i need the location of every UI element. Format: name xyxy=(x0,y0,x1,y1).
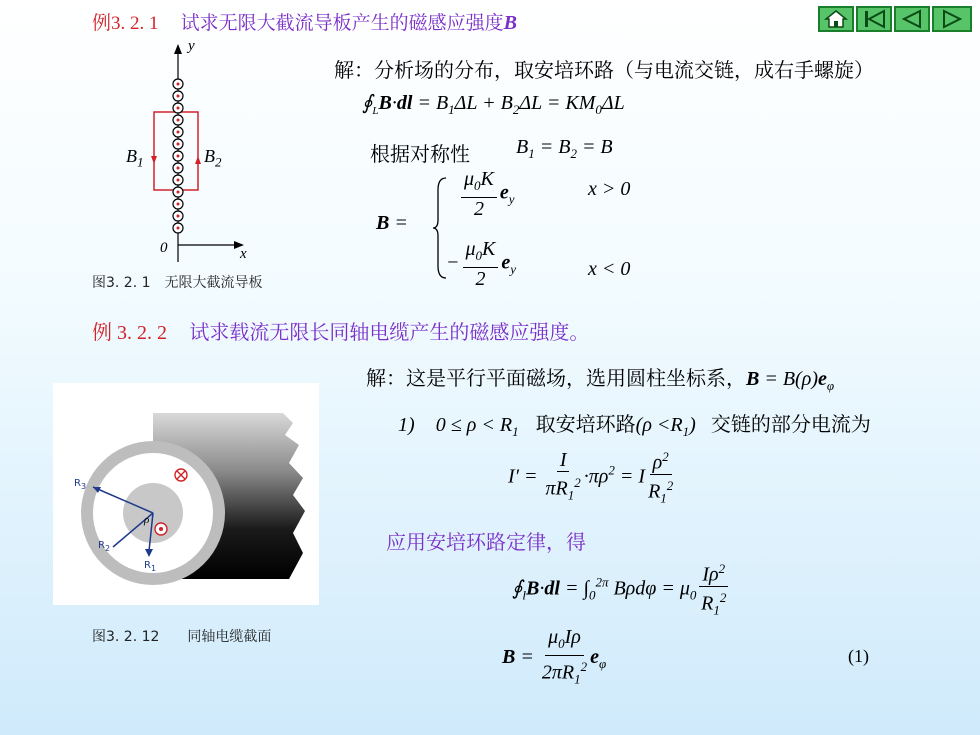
b-field-result: B = $\frac{\mu_0I\rho}{2\pi R_1^2}$ $e_\varphi$ xyxy=(502,626,607,687)
example-3-2-1-title xyxy=(92,8,517,35)
equation-number: (1) xyxy=(848,646,869,666)
symmetry-label: 根据对称性 xyxy=(370,142,470,166)
next-page-button[interactable] xyxy=(932,6,972,32)
ampere-integral-equation: $∮_lB\cdot dl = \int_0^{2\pi}$ $B\rho d\varphi = \mu_0$ $\frac{I\rho^2}{R_1^2}$ xyxy=(512,558,731,621)
symmetry-equation: $B_1 = B_2 = B$ xyxy=(516,136,613,161)
r1-label: $R_1$ xyxy=(144,560,157,573)
first-page-icon xyxy=(858,8,890,30)
example-number: 例3. 2. 1 xyxy=(92,13,159,34)
r3-label: $R_3$ xyxy=(74,478,87,491)
solution-1-intro: 解：分析场的分布，取安培环路（与电流交链，成右手螺旋） xyxy=(334,58,874,82)
condition-positive: x > 0 xyxy=(588,178,631,200)
solution-2-intro: 解：这是平行平面磁场，选用圆柱坐标系，$B = B(\rho)e_\varphi$ xyxy=(366,366,835,393)
r2-label: $R_2$ xyxy=(98,540,111,553)
partial-current-equation: I′ = $\frac{I}{\pi R_1^2}$ $\cdot\pi\rho^2 = I$ $\frac{\rho^2}{R_1^2}$ xyxy=(508,446,676,509)
b2-label: $B_2$ xyxy=(204,146,222,170)
ampere-loop-equation: $∮_LB\cdot dl = B_1\Delta L + B_2\Delta L = KM_0\Delta L$ xyxy=(362,92,625,117)
previous-page-button[interactable] xyxy=(894,6,930,32)
example-3-2-2-title xyxy=(92,316,589,345)
conducting-plate-figure xyxy=(100,40,260,270)
first-page-button[interactable] xyxy=(856,6,892,32)
example-number: 例 3. 2. 2 xyxy=(92,322,167,344)
condition-negative: x < 0 xyxy=(588,258,631,280)
x-axis-label: x xyxy=(240,246,247,262)
example-title-b: B xyxy=(503,12,517,34)
origin-label: 0 xyxy=(160,240,168,256)
apply-ampere-law: 应用安培环路定律，得 xyxy=(386,530,586,554)
coaxial-cable-figure xyxy=(53,383,319,605)
rho-label: ρ xyxy=(144,514,150,526)
case-1-line: 1) $0 \le \rho < R_1$ 取安培环路$(\rho <R_1)$ 交链的部分电流为 xyxy=(398,412,871,439)
figure-3-2-12-caption: 图3. 2. 12 同轴电缆截面 xyxy=(92,629,272,645)
piecewise-positive: $\frac{\mu_0K}{2}$ $e_y$ xyxy=(458,168,515,220)
y-axis-label: y xyxy=(188,38,195,54)
figure-3-2-1-caption: 图3. 2. 1 无限大截流导板 xyxy=(92,275,263,291)
home-button[interactable] xyxy=(818,6,854,32)
example-title-text: 试求无限大截流导板产生的磁感应强度 xyxy=(180,12,504,34)
previous-icon xyxy=(896,8,928,30)
example-title-text: 试求载流无限长同轴电缆产生的磁感应强度。 xyxy=(189,320,590,344)
b1-label: $B_1$ xyxy=(126,146,144,170)
piecewise-negative: − $\frac{\mu_0K}{2}$ $e_y$ xyxy=(446,238,517,290)
next-icon xyxy=(934,8,970,30)
home-icon xyxy=(820,8,852,30)
b-equals: B = xyxy=(376,212,408,234)
